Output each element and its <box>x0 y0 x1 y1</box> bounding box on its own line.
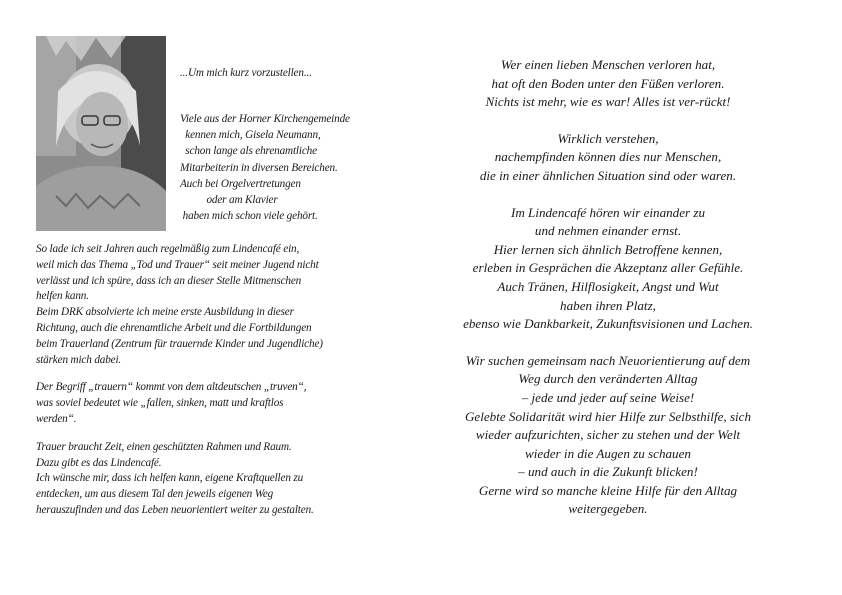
poem-line: erleben in Gesprächen die Akzeptanz aller Gefühle. <box>472 260 744 276</box>
poem-line: Wir suchen gemeinsam nach Neuorientierung auf dem <box>465 352 751 368</box>
intro-heading: ...Um mich kurz vorzustellen... <box>180 67 312 79</box>
poem-line: Gelebte Solidarität wird hier Hilfe zur Selbsthilfe, sich <box>464 408 752 424</box>
intro-line: schon lange als ehrenamtliche <box>180 145 317 158</box>
portrait-illustration <box>36 36 166 231</box>
poem-line: Gerne wird so manche kleine Hilfe für den Alltag <box>478 482 738 498</box>
body-line: werden“. <box>36 412 77 425</box>
intro-text-block <box>180 112 350 225</box>
body-line: Beim DRK absolvierte ich meine erste Ausbildung in dieser <box>36 306 294 319</box>
stanza-gap <box>438 112 778 130</box>
poem-line: die in einer ähnlichen Situation sind oder waren. <box>479 167 737 183</box>
body-line: Richtung, auch die ehrenamtliche Arbeit und die Fortbildungen <box>36 321 312 334</box>
portrait-photo <box>36 36 166 231</box>
body-line: Ich wünsche mir, dass ich helfen kann, eigene Kraftquellen zu <box>36 472 304 485</box>
body-line: herauszufinden und das Leben neuorientiert weiter zu gestalten. <box>36 503 314 516</box>
poem-line: Wirklich verstehen, <box>557 130 659 146</box>
poem-line: Im Lindencafé hören wir einander zu <box>510 204 706 220</box>
poem-line: wieder aufzurichten, sicher zu stehen und der Welt <box>475 427 741 443</box>
body-line: Der Begriff „trauern“ kommt von dem altdeutschen „truven“, <box>36 381 307 394</box>
intro-line: haben mich schon viele gehört. <box>180 210 318 223</box>
intro-line: kennen mich, Gisela Neumann, <box>180 129 321 142</box>
paragraph-gap <box>36 428 323 440</box>
poem-line: und nehmen einander ernst. <box>534 223 682 239</box>
intro-line: Mitarbeiterin in diversen Bereichen. <box>180 161 338 174</box>
body-line: entdecken, um aus diesem Tal den jeweils eigenen Weg <box>36 488 274 501</box>
intro-line: oder am Klavier <box>180 193 278 206</box>
poem-line: Weg durch den veränderten Alltag <box>518 371 698 387</box>
poem-line: Hier lernen sich ähnlich Betroffene kennen, <box>493 241 723 257</box>
poem-line: hat oft den Boden unter den Füßen verloren. <box>491 75 725 91</box>
poem-line: Nichts ist mehr, wie es war! Alles ist ver-rückt! <box>485 94 731 110</box>
body-line: weil mich das Thema „Tod und Trauer“ seit meiner Jugend nicht <box>36 258 319 271</box>
poem-line: wieder in die Augen zu schauen <box>525 445 691 461</box>
poem-line: nachempfinden können dies nur Menschen, <box>494 149 722 165</box>
body-line: helfen kann. <box>36 290 89 303</box>
body-line: stärken mich dabei. <box>36 353 122 366</box>
poem-line: Auch Tränen, Hilflosigkeit, Angst und Wut <box>497 278 719 294</box>
body-text-block <box>36 242 323 519</box>
poem-line: ebenso wie Dankbarkeit, Zukunftsvisionen und Lachen. <box>463 316 753 332</box>
body-line: beim Trauerland (Zentrum für trauernde Kinder und Jugendliche) <box>36 337 323 350</box>
intro-line: Viele aus der Horner Kirchengemeinde <box>180 113 350 125</box>
body-line: verlässt und ich spüre, dass ich an dieser Stelle Mitmenschen <box>36 274 302 287</box>
paragraph-gap <box>36 368 323 380</box>
poem-line: weitergegeben. <box>568 501 648 517</box>
stanza-gap <box>438 186 778 204</box>
body-line: was soviel bedeutet wie „fallen, sinken, matt und kraftlos <box>36 397 284 410</box>
poem-line: – jede und jeder auf seine Weise! <box>521 389 695 405</box>
poem-line: Wer einen lieben Menschen verloren hat, <box>500 57 716 72</box>
body-line: Dazu gibt es das Lindencafé. <box>36 456 162 469</box>
intro-line: Auch bei Orgelvertretungen <box>180 177 301 190</box>
body-line: Trauer braucht Zeit, einen geschützten Rahmen und Raum. <box>36 440 292 453</box>
body-line: So lade ich seit Jahren auch regelmäßig zum Lindencafé ein, <box>36 243 300 255</box>
stanza-gap <box>438 334 778 352</box>
poem-line: haben ihren Platz, <box>560 297 656 313</box>
poem-text-block <box>438 56 778 519</box>
poem-line: – und auch in die Zukunft blicken! <box>518 464 698 480</box>
